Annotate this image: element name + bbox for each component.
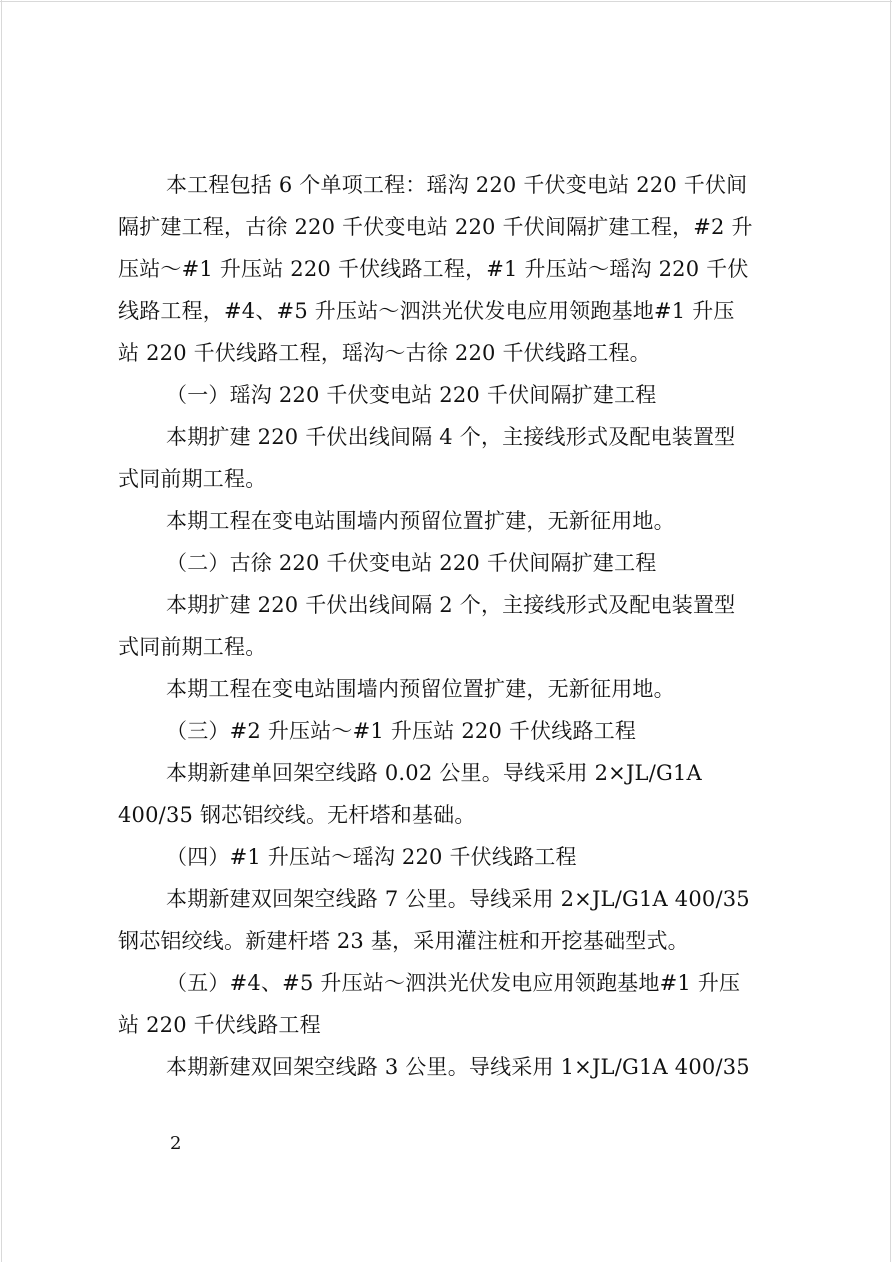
page-top-border: [0, 1, 892, 2]
page-number: 2: [170, 1133, 182, 1154]
section-heading: （三）#2 升压站～#1 升压站 220 千伏线路工程: [166, 719, 637, 743]
paragraph-line: 线路工程，#4、#5 升压站～泗洪光伏发电应用领跑基地#1 升压: [118, 299, 735, 323]
paragraph-line: 本期新建单回架空线路 0.02 公里。导线采用 2×JL/G1A: [166, 761, 702, 785]
page-right-border: [890, 0, 891, 1262]
paragraph-line: 隔扩建工程，古徐 220 千伏变电站 220 千伏间隔扩建工程，#2 升: [118, 215, 753, 239]
section-heading: （四）#1 升压站～瑶沟 220 千伏线路工程: [166, 845, 577, 869]
paragraph-line: 本工程包括 6 个单项工程：瑶沟 220 千伏变电站 220 千伏间: [166, 173, 748, 197]
paragraph-line: 本期扩建 220 千伏出线间隔 2 个，主接线形式及配电装置型: [166, 593, 736, 617]
section-heading: （一）瑶沟 220 千伏变电站 220 千伏间隔扩建工程: [166, 383, 657, 407]
document-body: [118, 164, 788, 1088]
paragraph-line: 本期工程在变电站围墙内预留位置扩建，无新征用地。: [166, 509, 675, 533]
paragraph-line: 钢芯铝绞线。新建杆塔 23 基，采用灌注桩和开挖基础型式。: [118, 929, 689, 953]
paragraph-line: 压站～#1 升压站 220 千伏线路工程，#1 升压站～瑶沟 220 千伏: [118, 257, 749, 281]
paragraph-line: 本期新建双回架空线路 3 公里。导线采用 1×JL/G1A 400/35: [166, 1055, 750, 1079]
paragraph-line: 站 220 千伏线路工程，瑶沟～古徐 220 千伏线路工程。: [118, 341, 651, 365]
paragraph-line: 400/35 钢芯铝绞线。无杆塔和基础。: [118, 803, 476, 827]
section-heading: （二）古徐 220 千伏变电站 220 千伏间隔扩建工程: [166, 551, 657, 575]
paragraph-line: 式同前期工程。: [118, 635, 267, 659]
section-heading: 站 220 千伏线路工程: [118, 1013, 321, 1037]
paragraph-line: 式同前期工程。: [118, 467, 267, 491]
section-heading: （五）#4、#5 升压站～泗洪光伏发电应用领跑基地#1 升压: [166, 971, 741, 995]
page-left-border: [1, 0, 2, 1262]
paragraph-line: 本期新建双回架空线路 7 公里。导线采用 2×JL/G1A 400/35: [166, 887, 750, 911]
paragraph-line: 本期工程在变电站围墙内预留位置扩建，无新征用地。: [166, 677, 675, 701]
paragraph-line: 本期扩建 220 千伏出线间隔 4 个，主接线形式及配电装置型: [166, 425, 736, 449]
